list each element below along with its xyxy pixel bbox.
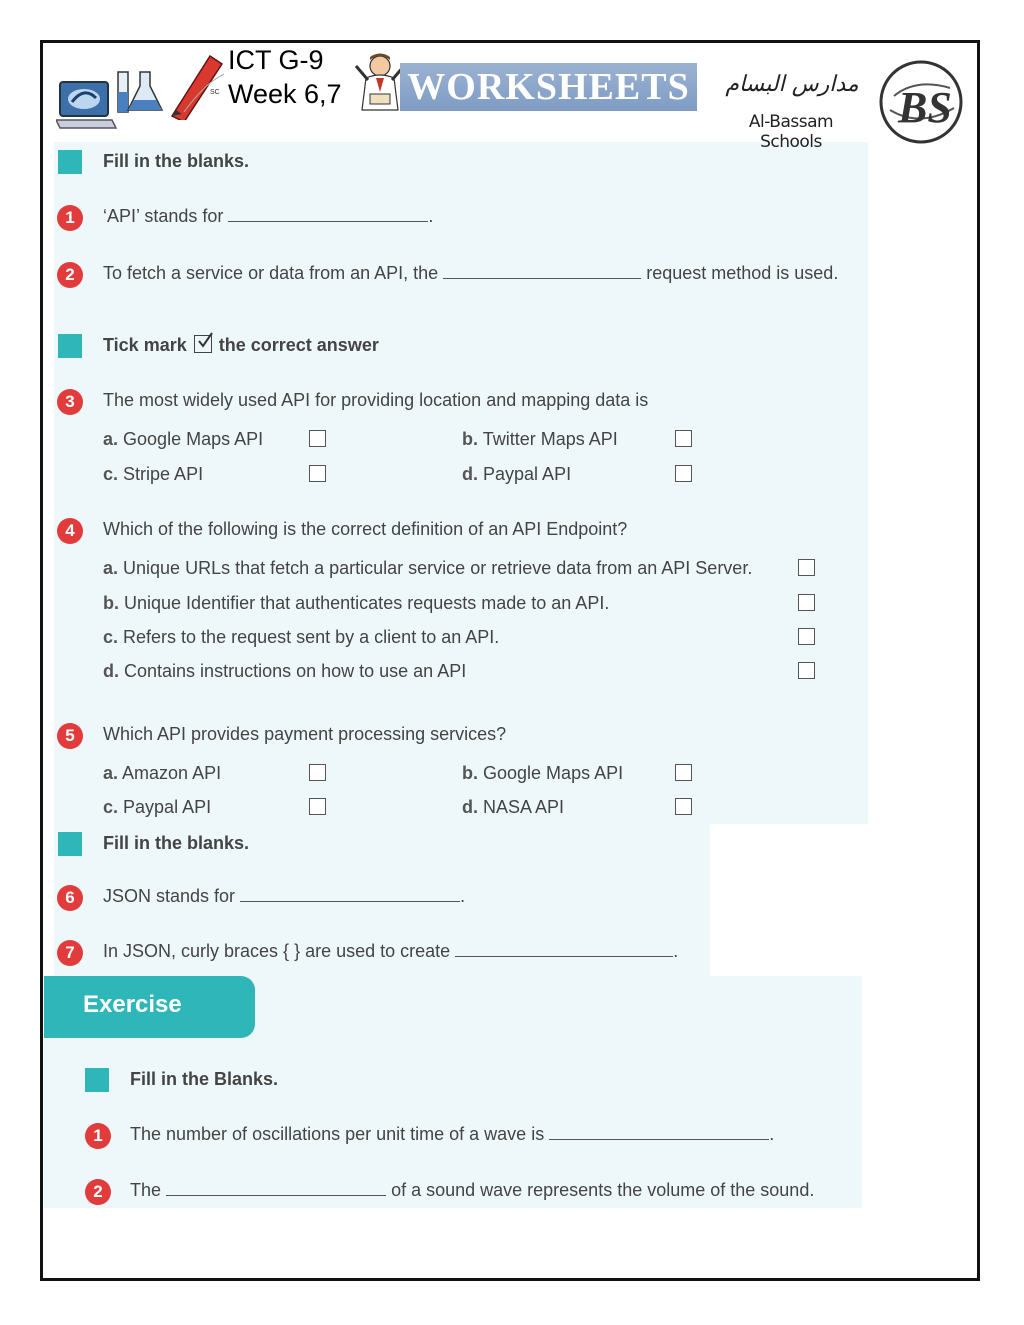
option-5a: a. Amazon API xyxy=(103,763,222,783)
checkbox-3b[interactable] xyxy=(675,430,692,447)
section-heading-fill-blanks-2: Fill in the blanks. xyxy=(103,833,250,853)
laptop-icon xyxy=(56,74,118,136)
exercise-answer-blank-2[interactable] xyxy=(166,1181,386,1196)
checkbox-4d[interactable] xyxy=(798,662,815,679)
school-name-latin: Al-Bassam Schools xyxy=(748,112,834,152)
option-5b: b. Google Maps API xyxy=(462,763,624,783)
option-4c: c. Refers to the request sent by a client to an API. xyxy=(103,627,500,647)
checkbox-tick-icon xyxy=(194,335,212,353)
checkbox-3d[interactable] xyxy=(675,465,692,482)
section-heading-tick xyxy=(103,335,379,356)
option-5c: c. Paypal API xyxy=(103,797,212,817)
option-4b: b. Unique Identifier that authenticates requests made to an API. xyxy=(103,593,610,613)
option-3a: a. Google Maps API xyxy=(103,429,264,449)
question-1-text: ‘API’ stands for xyxy=(103,206,224,226)
student-mascot-icon xyxy=(354,52,406,114)
exercise-question-2-text: The xyxy=(130,1180,162,1200)
answer-blank-6[interactable] xyxy=(240,887,460,902)
checkbox-5c[interactable] xyxy=(309,798,326,815)
tick-heading-end: the correct answer xyxy=(218,335,379,355)
exercise-question-1 xyxy=(130,1124,774,1145)
exercise-heading: Fill in the Blanks. xyxy=(130,1069,279,1089)
svg-text:BS: BS xyxy=(898,83,952,132)
answer-blank-2[interactable] xyxy=(443,264,641,279)
question-2-end: request method is used. xyxy=(646,263,839,283)
question-5-text: Which API provides payment processing services? xyxy=(103,724,507,744)
question-number-3: 3 xyxy=(57,389,83,415)
question-1-end: . xyxy=(428,206,434,226)
question-number-7: 7 xyxy=(57,940,83,966)
option-5d: d. NASA API xyxy=(462,797,565,817)
question-number-6: 6 xyxy=(57,885,83,911)
question-number-5: 5 xyxy=(57,723,83,749)
question-6-text: JSON stands for xyxy=(103,886,236,906)
school-logo-icon xyxy=(876,58,966,146)
question-2-text: To fetch a service or data from an API, the xyxy=(103,263,439,283)
checkbox-3a[interactable] xyxy=(309,430,326,447)
exercise-question-number-2: 2 xyxy=(85,1179,111,1205)
exercise-question-1-text: The number of oscillations per unit time of a wave is xyxy=(130,1124,545,1144)
checkbox-5d[interactable] xyxy=(675,798,692,815)
pencil-icon xyxy=(164,50,228,120)
section-heading-fill-blanks: Fill in the blanks. xyxy=(103,151,250,171)
question-6-end: . xyxy=(460,886,466,906)
section-marker xyxy=(58,150,82,174)
week-title: Week 6,7 xyxy=(228,79,342,109)
checkbox-4c[interactable] xyxy=(798,628,815,645)
question-1 xyxy=(103,206,433,227)
answer-blank-1[interactable] xyxy=(228,207,428,222)
question-number-1: 1 xyxy=(57,205,83,231)
worksheets-banner: WORKSHEETS xyxy=(400,63,697,111)
checkbox-3c[interactable] xyxy=(309,465,326,482)
exercise-question-number-1: 1 xyxy=(85,1123,111,1149)
checkbox-4b[interactable] xyxy=(798,594,815,611)
option-4d: d. Contains instructions on how to use an API xyxy=(103,661,467,681)
exercise-question-2-end: of a sound wave represents the volume of the sound. xyxy=(391,1180,815,1200)
exercise-answer-blank-1[interactable] xyxy=(549,1125,769,1140)
question-3-text: The most widely used API for providing location and mapping data is xyxy=(103,390,649,410)
question-6 xyxy=(103,886,465,907)
question-7 xyxy=(103,941,678,962)
school-name-arabic: مدارس البسام xyxy=(725,72,859,97)
answer-blank-7[interactable] xyxy=(455,942,673,957)
tick-heading-start: Tick mark xyxy=(103,335,187,355)
option-3c: c. Stripe API xyxy=(103,464,204,484)
section-marker xyxy=(85,1068,109,1092)
checkbox-4a[interactable] xyxy=(798,559,815,576)
header-sc-text: SC xyxy=(210,89,220,96)
option-3d: d. Paypal API xyxy=(462,464,572,484)
option-3b: b. Twitter Maps API xyxy=(462,429,618,449)
checkbox-5b[interactable] xyxy=(675,764,692,781)
question-2 xyxy=(103,263,838,284)
question-number-2: 2 xyxy=(57,262,83,288)
exercise-question-1-end: . xyxy=(769,1124,775,1144)
question-number-4: 4 xyxy=(57,518,83,544)
section-marker xyxy=(58,334,82,358)
question-7-text: In JSON, curly braces { } are used to create xyxy=(103,941,451,961)
course-title: ICT G-9 xyxy=(228,45,324,75)
option-4a: a. Unique URLs that fetch a particular service or retrieve data from an API Server. xyxy=(103,558,753,578)
checkbox-5a[interactable] xyxy=(309,764,326,781)
exercise-question-2 xyxy=(130,1180,814,1201)
question-4-text: Which of the following is the correct definition of an API Endpoint? xyxy=(103,519,628,539)
question-7-end: . xyxy=(673,941,679,961)
section-marker xyxy=(58,832,82,856)
exercise-tab: Exercise xyxy=(44,976,255,1038)
